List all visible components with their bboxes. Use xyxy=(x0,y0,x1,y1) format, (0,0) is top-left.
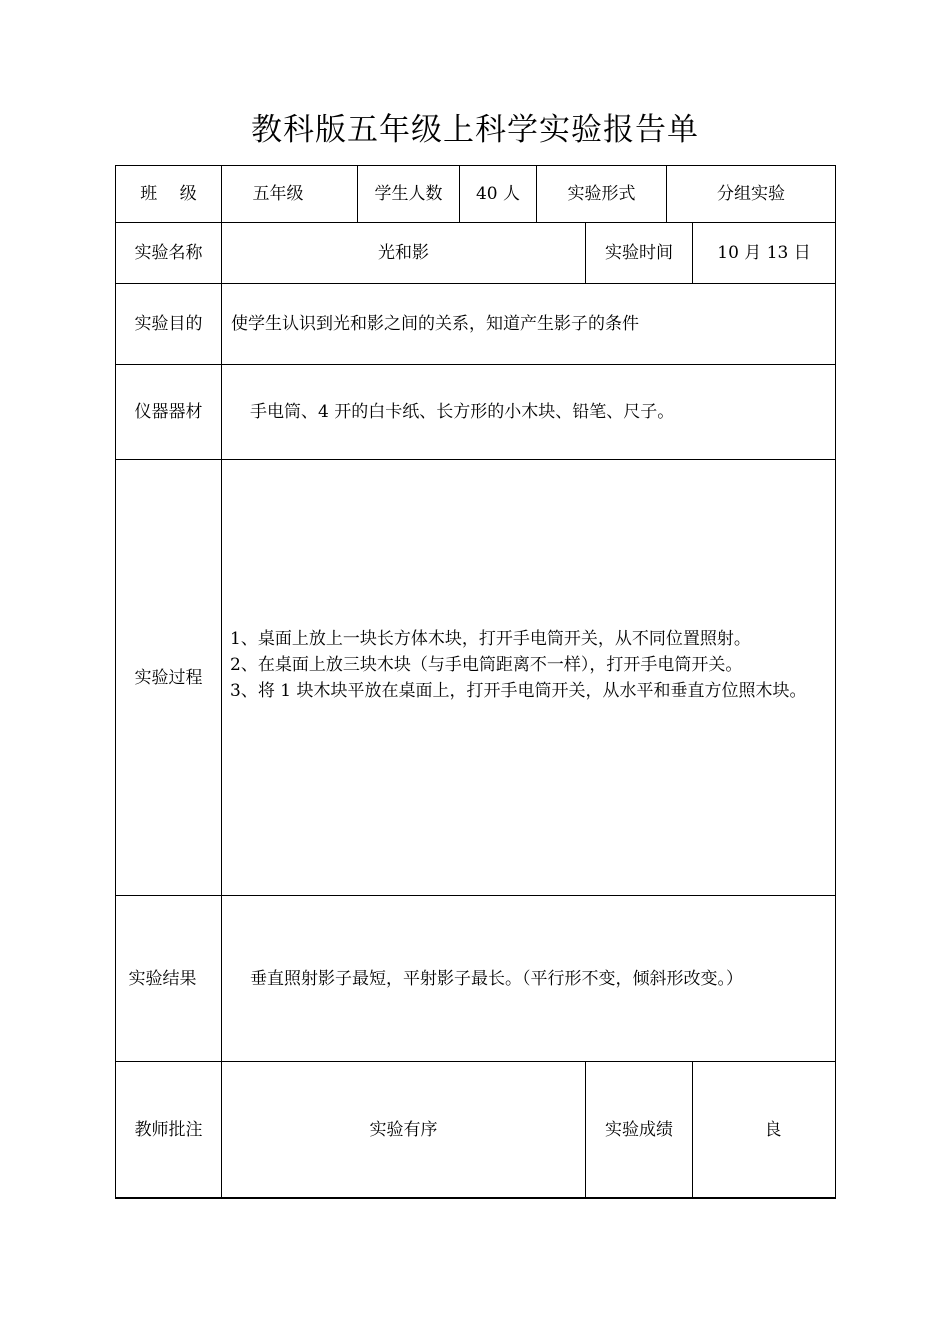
table-line xyxy=(221,165,222,1199)
purpose-label: 实验目的 xyxy=(134,314,203,334)
result-label: 实验结果 xyxy=(128,968,197,989)
score-value: 良 xyxy=(764,1119,782,1140)
comment-label: 教师批注 xyxy=(134,1119,203,1140)
purpose-value: 使学生认识到光和影之间的关系，知道产生影子的条件 xyxy=(231,314,639,334)
materials-value: 手电筒、4 开的白卡纸、长方形的小木块、铅笔、尺子。 xyxy=(250,402,675,422)
page-title: 教科版五年级上科学实验报告单 xyxy=(251,112,699,148)
process-step: 1、桌面上放上一块长方体木块，打开手电筒开关，从不同位置照射。 xyxy=(230,629,751,649)
comment-value: 实验有序 xyxy=(369,1119,438,1140)
form-value: 分组实验 xyxy=(717,184,785,204)
result-value: 垂直照射影子最短，平射影子最长。（平行形不变，倾斜形改变。） xyxy=(250,968,743,989)
students-label: 学生人数 xyxy=(374,184,443,204)
name-value: 光和影 xyxy=(378,243,429,263)
class-label: 班 级 xyxy=(140,184,197,204)
score-label: 实验成绩 xyxy=(605,1119,673,1140)
materials-label: 仪器器材 xyxy=(134,402,203,422)
process-label: 实验过程 xyxy=(134,667,203,688)
table-line xyxy=(835,165,836,1199)
table-line xyxy=(115,1197,836,1199)
process-step: 2、在桌面上放三块木块（与手电筒距离不一样），打开手电筒开关。 xyxy=(230,655,743,675)
process-step: 3、将 1 块木块平放在桌面上，打开手电筒开关，从水平和垂直方位照木块。 xyxy=(230,681,807,701)
time-label: 实验时间 xyxy=(605,243,673,263)
process-steps xyxy=(230,626,830,704)
students-value: 40 人 xyxy=(475,184,521,204)
time-value: 10 月 13 日 xyxy=(717,243,811,263)
table-line xyxy=(115,459,836,460)
name-label: 实验名称 xyxy=(134,243,203,263)
form-label: 实验形式 xyxy=(567,184,636,204)
class-value: 五年级 xyxy=(252,184,304,204)
